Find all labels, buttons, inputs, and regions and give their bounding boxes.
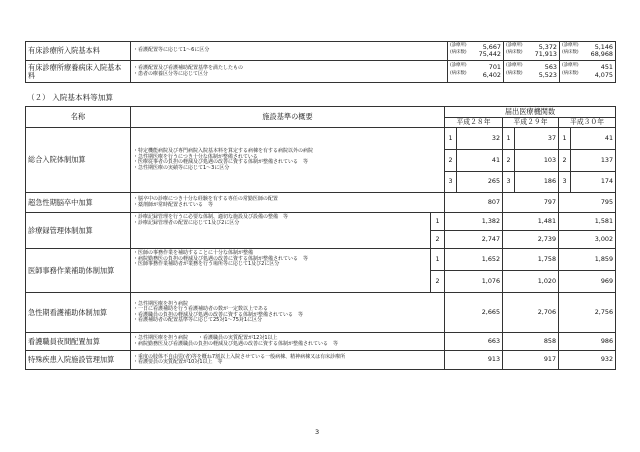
variant-label: 2: [431, 231, 445, 249]
criteria-line: ・患者の療養区分等に応じて区分: [133, 70, 209, 77]
table-row: [26, 128, 616, 150]
criteria-line: ・薬剤師が常時配置されている 等: [133, 201, 214, 208]
table-row: [26, 61, 616, 83]
row-name: 超急性期脳卒中加算: [26, 193, 131, 213]
count-value: 174: [571, 172, 616, 193]
count-value: 137: [571, 150, 616, 172]
value-cell: [504, 61, 560, 83]
row-criteria: [131, 249, 431, 293]
bed-count: 71,913: [534, 50, 557, 58]
count-value: 969: [559, 271, 616, 293]
count-value: 2,706: [503, 293, 559, 333]
section-heading: （２） 入院基本料等加算: [27, 93, 113, 102]
clinic-label: (診療所): [506, 42, 523, 48]
criteria-line: ・重度の肢体不自由児(者)等を概ね7割以上入院させている一般病棟、精神病棟又は有床診療所: [133, 353, 346, 360]
count-value: 2,747: [445, 231, 503, 249]
bed-label: (病床数): [506, 50, 523, 55]
clinic-label: (診療所): [450, 63, 467, 69]
row-criteria: [131, 333, 445, 351]
criteria-line: ・病院勤務医及び看護職員の負担の軽減及び処遇の改善に資する体制が整備されている 等: [133, 340, 339, 347]
variant-label: 3: [559, 172, 571, 193]
bed-label: (病床数): [450, 70, 467, 76]
criteria-line: ・病院勤務医の負担の軽減及び処遇の改善に資する体制が整備されている 等: [133, 255, 309, 262]
clinic-count: 451: [600, 63, 613, 72]
table-row: [26, 249, 616, 271]
clinic-label: (診療所): [562, 63, 579, 69]
header-row: [26, 107, 616, 118]
variant-label: 1: [503, 128, 515, 150]
count-value: 1,020: [503, 271, 559, 293]
row-name: 診療録管理体制加算: [26, 213, 131, 249]
count-value: 41: [457, 150, 503, 172]
row-name: 急性期看護補助体制加算: [26, 293, 131, 333]
top-table: [25, 41, 616, 83]
count-value: 103: [515, 150, 559, 172]
table-row: [26, 42, 616, 61]
year-header: 平成２９年: [503, 118, 559, 128]
bed-label: (病床数): [506, 70, 523, 76]
criteria-line: ・医師の事務作業を補助することに十分な体制が整備: [133, 250, 254, 256]
main-table: [25, 106, 616, 370]
row-name: 特殊疾患入院施設管理加算: [26, 351, 131, 370]
count-value: 32: [457, 128, 503, 150]
count-value: 1,076: [445, 271, 503, 293]
header-count: 届出医療機関数: [445, 107, 616, 118]
count-value: 1,758: [503, 249, 559, 271]
year-header: 平成３０年: [559, 118, 616, 128]
row-criteria: [131, 351, 445, 370]
criteria-line: ・特定機能病院及び専門病院入院基本料を算定する病棟を有する病院以外の病院: [133, 148, 314, 154]
criteria-line: ・看護要員の実質配置が10対1以上 等: [133, 359, 223, 365]
count-value: 807: [445, 193, 503, 213]
bed-label: (病床数): [562, 70, 579, 76]
count-value: 1,382: [445, 213, 503, 231]
criteria-line: ・診療記録管理を行うに必要な体制、適切な施設及び設備の整備 等: [133, 214, 289, 220]
clinic-label: (診療所): [562, 42, 579, 48]
count-value: 932: [559, 351, 616, 370]
count-value: 797: [503, 193, 559, 213]
criteria-line: ・看護配置等に応じて1～6に区分: [133, 47, 210, 54]
row-criteria: [131, 193, 445, 213]
criteria-line: ・医療従事者の負担の軽減及び処遇の改善に資する体制が整備されている 等: [133, 159, 309, 165]
count-value: 917: [503, 351, 559, 370]
page-number: 3: [315, 428, 320, 436]
count-value: 1,652: [445, 249, 503, 271]
variant-label: 3: [503, 172, 515, 193]
variant-label: 1: [445, 128, 457, 150]
table-row: [26, 333, 616, 351]
clinic-count: 5,146: [594, 42, 613, 51]
bed-label: (病床数): [562, 50, 579, 55]
count-value: 1,481: [503, 213, 559, 231]
row-criteria: [131, 61, 448, 83]
variant-label: 2: [559, 150, 571, 172]
row-criteria: [131, 128, 445, 193]
value-cell: [504, 42, 560, 61]
table-row: [26, 213, 616, 231]
count-value: 1,581: [559, 213, 616, 231]
bed-count: 68,968: [590, 50, 613, 58]
variant-label: 1: [431, 213, 445, 231]
value-cell: [448, 61, 504, 83]
variant-label: 1: [559, 128, 571, 150]
clinic-count: 5,372: [538, 42, 557, 51]
value-cell: [560, 61, 616, 83]
count-value: 913: [445, 351, 503, 370]
bed-count: 4,075: [594, 70, 613, 79]
criteria-line: ・急性期医療を行うにつき十分な体制が整備されている: [133, 153, 258, 160]
clinic-count: 701: [488, 63, 501, 72]
count-value: 265: [457, 172, 503, 193]
count-value: 2,665: [445, 293, 503, 333]
count-value: 858: [503, 333, 559, 351]
criteria-line: ・脳卒中の診療につき十分な経験を有する専任の常勤医師の配置: [133, 196, 278, 202]
count-value: 2,756: [559, 293, 616, 333]
criteria-line: ・看護補助者の配置基準等に応じて25対1～75対1に区分: [133, 317, 263, 323]
row-name: 有床診療所入院基本料: [26, 42, 131, 61]
header-name: 名称: [26, 107, 131, 128]
clinic-label: (診療所): [506, 63, 523, 69]
criteria-line: ・看護職員の負担の軽減及び処遇の改善に資する体制が整備されている 等: [133, 311, 304, 318]
variant-label: 2: [445, 150, 457, 172]
table-row: [26, 351, 616, 370]
count-value: 41: [571, 128, 616, 150]
value-cell: [560, 42, 616, 61]
value-cell: [448, 42, 504, 61]
bed-count: 75,442: [478, 50, 501, 58]
clinic-count: 563: [544, 63, 557, 72]
row-name: 医師事務作業補助体制加算: [26, 249, 131, 293]
clinic-count: 5,667: [482, 42, 501, 51]
row-criteria: [131, 213, 431, 249]
criteria-line: ・急性期医療の実績等に応じて1～3に区分: [133, 164, 230, 171]
bed-label: (病床数): [450, 50, 467, 55]
row-criteria: [131, 293, 445, 333]
criteria-line: ・急性期医療を担う病院: [133, 300, 189, 307]
count-value: 3,002: [559, 231, 616, 249]
row-name: 総合入院体制加算: [26, 128, 131, 193]
criteria-line: ・医師事務作業補助者が業務を行う場所等に応じて1及び2に区分: [133, 261, 280, 267]
count-value: 186: [515, 172, 559, 193]
variant-label: 2: [503, 150, 515, 172]
header-criteria: 施設基準の概要: [131, 107, 445, 128]
variant-label: 3: [445, 172, 457, 193]
year-header: 平成２８年: [445, 118, 503, 128]
bed-count: 5,523: [538, 70, 557, 79]
count-value: 795: [559, 193, 616, 213]
criteria-line: ・診療記録管理者の配置に応じて1及び2に区分: [133, 219, 240, 226]
table-row: [26, 193, 616, 213]
row-name: 有床診療所療養病床入院基本料: [26, 61, 131, 83]
count-value: 37: [515, 128, 559, 150]
count-value: 986: [559, 333, 616, 351]
variant-label: 1: [431, 249, 445, 271]
row-criteria: [131, 42, 448, 61]
count-value: 2,739: [503, 231, 559, 249]
count-value: 1,859: [559, 249, 616, 271]
table-row: [26, 293, 616, 333]
bed-count: 6,402: [482, 70, 501, 79]
row-name: 看護職員夜間配置加算: [26, 333, 131, 351]
criteria-line: ・一日に看護補助を行う看護補助者の数が一定数以上である: [133, 306, 269, 312]
criteria-line: ・看護配置及び看護補助配置基準を満たしたもの: [133, 65, 244, 71]
clinic-label: (診療所): [450, 42, 467, 48]
variant-label: 2: [431, 271, 445, 293]
count-value: 663: [445, 333, 503, 351]
criteria-line: ・急性期医療を担う病院 ・看護職員の実質配置が12対1以上: [133, 335, 278, 341]
